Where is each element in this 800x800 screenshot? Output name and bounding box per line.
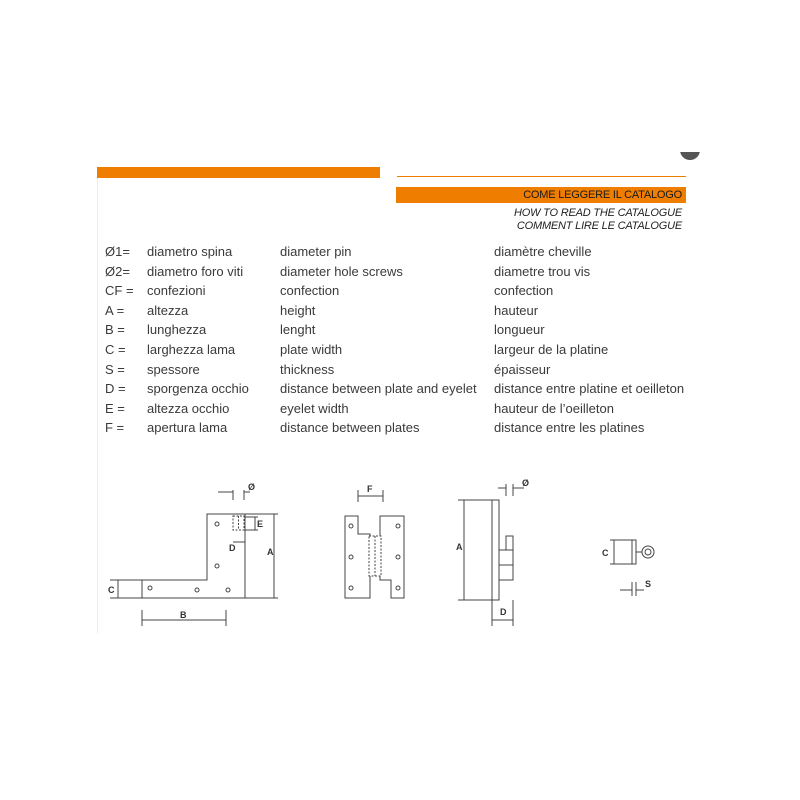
orange-header-bar [97,167,380,178]
legend-row [105,301,705,321]
legend-english: lenght [280,322,316,338]
dimension-label-e: E [257,519,264,529]
legend-key: Ø1= [105,244,130,259]
legend-french: diametre trou vis [494,263,591,279]
dimension-label-d-side: D [500,607,507,617]
l-hinge-drawing [110,490,278,626]
legend-row [105,262,705,282]
legend-key: E = [105,400,125,416]
legend-row [105,320,705,340]
subtitle-english: HOW TO READ THE CATALOGUE [514,207,682,219]
legend-key: F = [105,420,125,436]
dimension-label-a: A [267,547,274,557]
legend-italian: larghezza lama [147,341,236,357]
legend-table [105,242,705,438]
legend-french: diamètre cheville [494,244,592,259]
legend-english: distance between plates [280,420,420,436]
legend-italian: sporgenza occhio [147,381,249,397]
legend-french: hauteur [494,302,539,318]
legend-italian: altezza occhio [147,400,230,416]
legend-key: B = [105,322,125,338]
dimension-label-d: D [229,543,236,553]
legend-row [105,379,705,399]
legend-french: distance entre les platines [494,420,645,436]
legend-english: distance between plate and eyelet [280,381,477,397]
legend-italian: lunghezza [147,322,207,338]
dimension-label-c: C [108,585,115,595]
legend-key: D = [105,381,126,397]
orange-rule [397,176,686,177]
legend-italian: spessore [147,361,200,377]
legend-english: thickness [280,361,335,377]
legend-row [105,399,705,419]
legend-italian: confezioni [147,283,206,299]
legend-french: hauteur de l’oeilleton [494,400,614,416]
dimension-label-diameter: Ø [248,482,256,492]
legend-italian: diametro spina [147,244,233,259]
legend-english: plate width [280,341,343,357]
legend-french: épaisseur [494,361,551,377]
legend-row [105,281,705,301]
legend-english: height [280,302,316,318]
legend-row [105,418,705,438]
legend-english: confection [280,283,340,299]
subtitle-french: COMMENT LIRE LE CATALOGUE [516,220,682,232]
legend-key: C = [105,341,126,357]
legend-english: diameter hole screws [280,263,403,279]
legend-row [105,340,705,360]
legend-key: Ø2= [105,263,130,279]
legend-italian: altezza [147,302,189,318]
dimension-label-b: B [180,610,187,620]
legend-french: longueur [494,322,545,338]
catalogue-title: COME LEGGERE IL CATALOGO [396,187,686,203]
dimension-label-f: F [367,484,373,494]
legend-row [105,242,705,262]
legend-key: S = [105,361,125,377]
side-view-drawing [458,484,524,626]
h-hinge-drawing [345,490,404,598]
legend-french: confection [494,283,554,299]
legend-french: distance entre platine et oeilleton [494,381,685,397]
legend-key: CF = [105,283,134,299]
hinge-dimension-drawings [100,470,700,640]
legend-row [105,360,705,380]
legend-english: diameter pin [280,244,352,259]
legend-french: largeur de la platine [494,341,609,357]
page-margin-line [97,178,98,633]
dimension-label-diameter-side: Ø [522,478,530,488]
legend-italian: apertura lama [147,420,228,436]
legend-italian: diametro foro viti [147,263,244,279]
legend-english: eyelet width [280,400,349,416]
legend-key: A = [105,302,125,318]
dimension-label-a-side: A [456,542,463,552]
dimension-label-s: S [645,579,652,589]
dimension-label-c-top: C [602,548,609,558]
corner-tab [680,152,700,172]
